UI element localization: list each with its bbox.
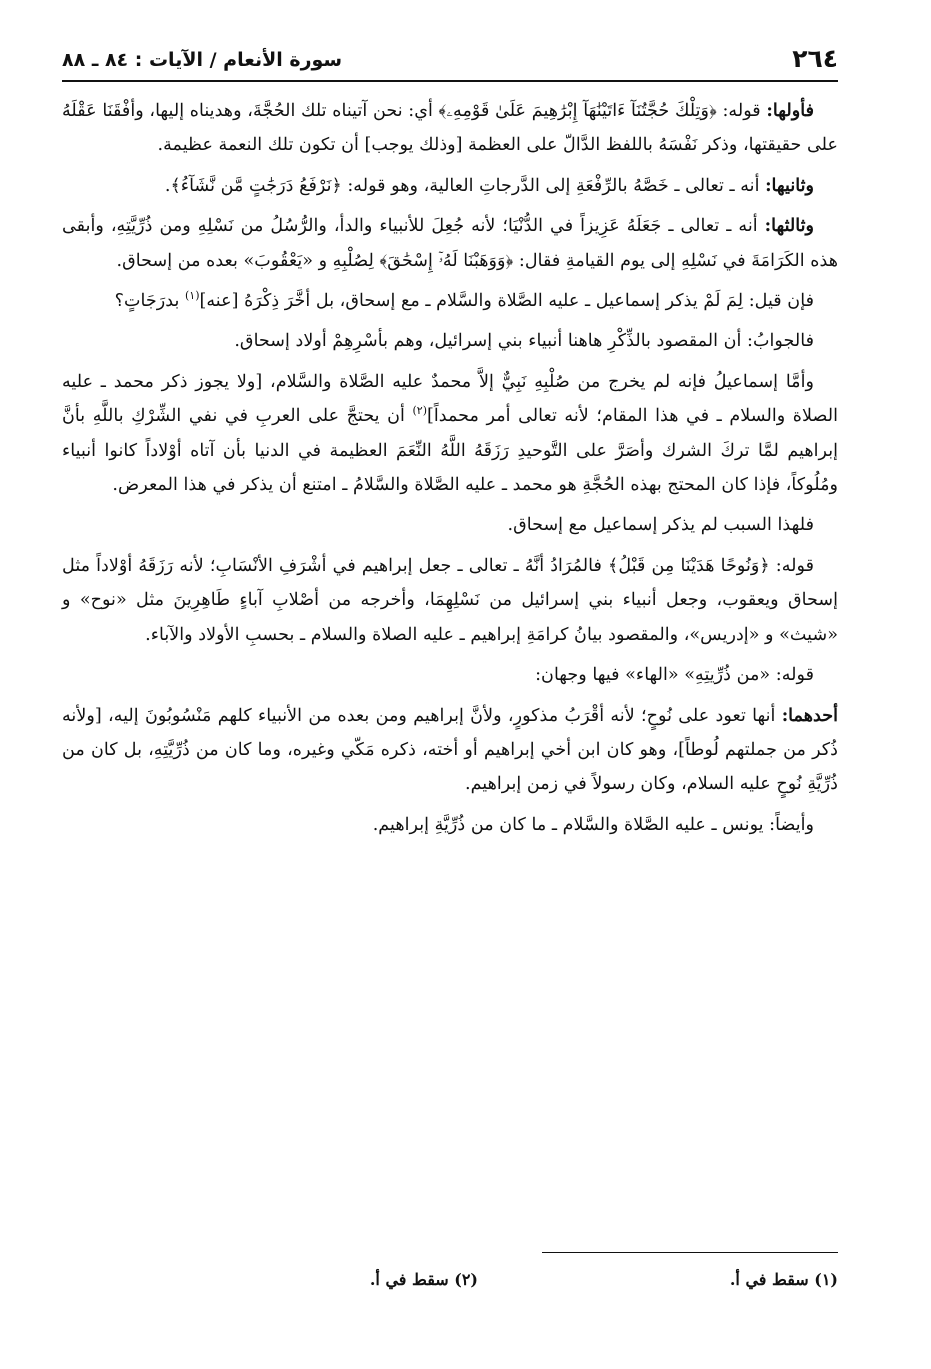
- paragraph-lead: وثالثها:: [764, 215, 814, 237]
- paragraph-text: قوله: ﴿وَنُوحًا هَدَيْنَا مِن قَبْلُ﴾ فالمُرَادُ أنَّهُ ـ تعالى ـ جعل إبراهيم في أشْرَفِ الأنْسَابِ؛ لأنه رَزَقَهُ أوْلاداً مثل إسحاق ويعقوب، وجعل أنبياء بني إسرائيل من نَسْلِهِمَا، وأخرجه من أصْلابِ آباءٍ طَاهِرِينَ مثل «نوح» و «شيث» و «إدريس»، والمقصود بيانُ كرامَةِ إبراهيم ـ عليه الصلاة والسلام ـ بحسبِ الأولاد والآباء.: [62, 555, 838, 645]
- running-header: [62, 42, 838, 82]
- paragraph-second-aspect: [62, 169, 838, 203]
- footnote-ref-2[interactable]: (٢): [412, 404, 428, 418]
- paragraph-text: فالجوابُ: أن المقصود بالذِّكْرِ هاهنا أنبياء بني إسرائيل، وهم بأسْرِهِمْ أولاد إسحاق.: [234, 331, 814, 352]
- paragraph-text: قوله: «من ذُرِّيتِهِ» «الهاء» فيها وجهان:: [535, 665, 814, 686]
- header-rule: [62, 80, 838, 82]
- paragraph-pronoun: [62, 658, 838, 692]
- paragraph-text: أنه ـ تعالى ـ خَصَّهُ بالرِّفْعَةِ إلى الدَّرجاتِ العالية، وهو قوله: ﴿نَرْفَعُ دَرَجَٰتٍ مَّن نَّشَآءُ﴾.: [164, 175, 766, 196]
- paragraph-text: وأيضاً: يونس ـ عليه الصَّلاة والسَّلام ـ ما كان من ذُرِّيَّةِ إبراهيم.: [372, 814, 814, 835]
- surah-verses-title: سورة الأنعام / الآيات : ٨٤ ـ ٨٨: [62, 49, 343, 71]
- paragraph-text: قوله: ﴿وَتِلْكَ حُجَّتُنَآ ءَاتَيْنَٰهَآ إِبْرَٰهِيمَ عَلَىٰ قَوْمِهِۦ﴾ أي: نحن آتيناه تلك الحُجَّةَ، وهديناه إليها، وأفْقَنَا عَقْلَهُ على حقيقتها، وذكر نَفْسَهُ باللفظ الدَّالّ على العظمة [وذلك يوجب] أن تكون تلك النعمة عظيمة.: [62, 101, 838, 156]
- paragraph-lead: أحدهما:: [781, 704, 838, 726]
- paragraph-reason: [62, 508, 838, 542]
- paragraph-text: وأمَّا إسماعيلُ فإنه لم يخرج من صُلْبِهِ نَبِيٌّ إلاَّ محمدٌ عليه الصَّلاة والسَّلام، [ولا يجوز ذكر محمد ـ عليه الصلاة والسلام ـ في هذا المقام؛ لأنه تعالى أمر محمداً]: [62, 371, 838, 427]
- page-number: ٢٦٤: [792, 44, 838, 73]
- paragraph-nuh-verse: [62, 549, 838, 652]
- paragraph-first-aspect: [62, 94, 838, 163]
- paragraph-text: فلهذا السبب لم يذكر إسماعيل مع إسحاق.: [507, 515, 814, 536]
- paragraph-lead: وثانيها:: [765, 174, 814, 196]
- paragraph-answer: [62, 324, 838, 358]
- tafsir-body: [62, 94, 838, 848]
- paragraph-tail: أن يحتجَّ على العربِ في نفي الشِّرْكِ باللَّهِ بأنَّ إبراهيم لمَّا تركَ الشرك وأصَرَّ على التَّوحيدِ رَزَقَهُ اللَّهُ النِّعَمَ العظيمة في الدنيا بأن آتاه أوْلاداً كانوا أنبياء ومُلُوكاً، فإذا كان المحتج بهذه الحُجَّةِ هو محمد ـ عليه الصَّلاة والسَّلامُ ـ امتنع أن يذكر في هذا المعرض.: [62, 406, 838, 496]
- footnote-2: (٢) سقط في أ.: [369, 1270, 478, 1289]
- paragraph-yunus: [62, 808, 838, 842]
- paragraph-first-view: [62, 699, 838, 802]
- footnote-1: (١) سقط في أ.: [729, 1270, 838, 1289]
- paragraph-tail: بدرَجَاتٍ؟: [114, 291, 185, 312]
- paragraph-lead: فأولها:: [766, 100, 814, 121]
- footnote-ref-1[interactable]: (١): [185, 289, 200, 303]
- paragraph-text: أنه ـ تعالى ـ جَعَلَهُ عَزِيزاً في الدُّنْيَا؛ لأنه جُعِلَ للأنبياء والدأ، والرُّسُلُ من نَسْلِهِ ومن ذُرِّيَّتِهِ، وأبقى هذه الكَرَامَةَ في نَسْلِهِ إلى يوم القيامةِ فقال: ﴿وَوَهَبْنَا لَهُۥٓ إِسْحَٰقَ﴾ لِصُلْبِهِ و «يَعْقُوبَ» بعده من إسحاق.: [62, 216, 838, 271]
- paragraph-text: فإن قيل: لِمَ لَمْ يذكر إسماعيل ـ عليه الصَّلاة والسَّلام ـ مع إسحاق، بل أخَّرَ ذِكْرَهُ [عنه]: [199, 291, 814, 312]
- paragraph-third-aspect: [62, 209, 838, 278]
- book-page: [62, 28, 838, 1348]
- paragraph-text: أنها تعود على نُوحٍ؛ لأنه أقْرَبُ مذكورٍ، ولأنَّ إبراهيم ومن بعده من الأنبياء كلهم مَنْسُوبُونَ إليه، [ولأنه ذُكر من جملتهم لُوطاً]، وهو كان ابن أخي إبراهيم أو أخته، ذكره مَكّي وغيره، وما كان من ذُرِّيَّتِهِ، بل كان من ذُرِّيَّةِ نُوحٍ عليه السلام، وكان رسولاً في زمن إبراهيم.: [62, 705, 838, 795]
- paragraph-ismail: [62, 365, 838, 503]
- footnote-divider: [542, 1252, 838, 1253]
- paragraph-question: [62, 284, 838, 318]
